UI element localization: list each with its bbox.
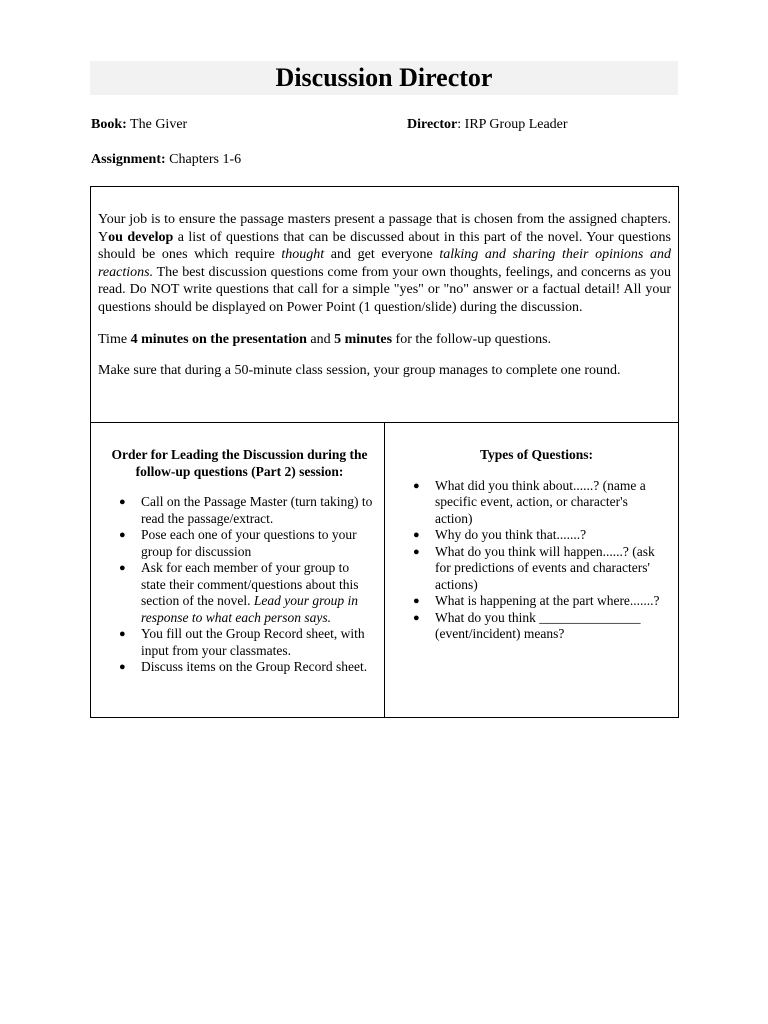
timing-text-bold: 5 minutes <box>334 331 393 347</box>
job-text-bold: ou develop <box>108 229 174 245</box>
instructions-table <box>90 186 679 718</box>
bullet-icon: ● <box>119 529 126 541</box>
director-label: Director <box>407 117 458 132</box>
list-item <box>105 494 374 527</box>
list-item-text: What do you think will happen......? (ask for predictions of events and characters' actions) <box>435 543 655 592</box>
instructions-cell <box>91 187 678 423</box>
list-item <box>105 560 374 626</box>
timing-text: Time <box>98 331 131 347</box>
list-item-text: Call on the Passage Master (turn taking) to read the passage/extract. <box>141 494 373 526</box>
order-heading: Order for Leading the Discussion during the follow-up questions (Part 2) session: <box>111 447 368 479</box>
timing-paragraph <box>98 331 671 349</box>
title-bar <box>90 61 678 95</box>
list-item-text: What did you think about......? (name a specific event, action, or character's action) <box>435 477 646 526</box>
question-types-list <box>409 478 664 643</box>
job-description-paragraph <box>98 211 671 317</box>
session-paragraph: Make sure that during a 50-minute class session, your group manages to complete one round. <box>98 363 621 379</box>
list-item-text: You fill out the Group Record sheet, with input from your classmates. <box>141 626 365 658</box>
job-text: and get everyone <box>324 247 440 263</box>
list-item <box>105 626 374 659</box>
bullet-icon: ● <box>413 529 420 541</box>
job-text-italic: thought <box>281 247 325 263</box>
bullet-icon: ● <box>119 496 126 508</box>
order-list <box>105 494 374 676</box>
bullet-icon: ● <box>413 545 420 558</box>
assignment-label: Assignment: <box>91 152 166 167</box>
question-types-cell <box>385 423 678 717</box>
timing-text: and <box>306 331 335 347</box>
order-cell <box>91 423 385 717</box>
list-item <box>409 593 664 610</box>
list-item-text: Ask for each member of your group to state their comment/questions about this section of the novel. <box>141 560 359 608</box>
job-text: a list of questions that can be discussed about in this part of the novel. Your questions should be ones which require <box>98 229 671 263</box>
list-item <box>105 527 374 560</box>
book-label: Book: <box>91 117 127 132</box>
assignment-field <box>91 151 241 169</box>
bullet-icon: ● <box>413 595 420 607</box>
list-item-text: What do you think _______________ (event/incident) means? <box>435 609 641 641</box>
list-item-text-italic: Lead your group in response to what each person says. <box>141 593 358 625</box>
bullet-icon: ● <box>119 628 126 640</box>
bullet-icon: ● <box>119 661 126 673</box>
timing-text-bold: 4 minutes on the presentation <box>130 331 307 347</box>
list-item <box>409 544 664 594</box>
assignment-value: Chapters 1-6 <box>169 152 242 167</box>
list-item <box>409 527 664 544</box>
bullet-icon: ● <box>413 479 420 492</box>
job-text: Your job is to ensure the passage masters present a passage that is chosen from the assigned chapters. Y <box>98 212 671 245</box>
bullet-icon: ● <box>413 611 420 624</box>
list-item <box>409 610 664 643</box>
list-item-text: Pose each one of your questions to your group for discussion <box>141 527 357 559</box>
book-value: The Giver <box>130 117 188 132</box>
job-text-italic: talking and sharing their opinions and reactions. <box>98 247 672 280</box>
director-field <box>407 116 568 134</box>
timing-text: for the follow-up questions. <box>392 331 552 347</box>
director-value: : IRP Group Leader <box>457 117 568 132</box>
book-field <box>91 116 187 134</box>
list-item-text: Why do you think that.......? <box>435 527 587 542</box>
page-title: Discussion Director <box>275 63 493 92</box>
list-item-text: Discuss items on the Group Record sheet. <box>141 659 368 674</box>
list-item <box>409 478 664 528</box>
bullet-icon: ● <box>119 562 126 574</box>
question-types-heading: Types of Questions: <box>479 447 593 462</box>
list-item <box>105 659 374 676</box>
list-item-text: What is happening at the part where.......? <box>435 593 660 608</box>
job-text: The best discussion questions come from your own thoughts, feelings, and concerns as you read. Do NOT write questions that call for a simple "yes" or "no" answer or a factual detail! All your questions should be displayed on Power Point (1 question/slide) during the discussion. <box>98 264 671 315</box>
